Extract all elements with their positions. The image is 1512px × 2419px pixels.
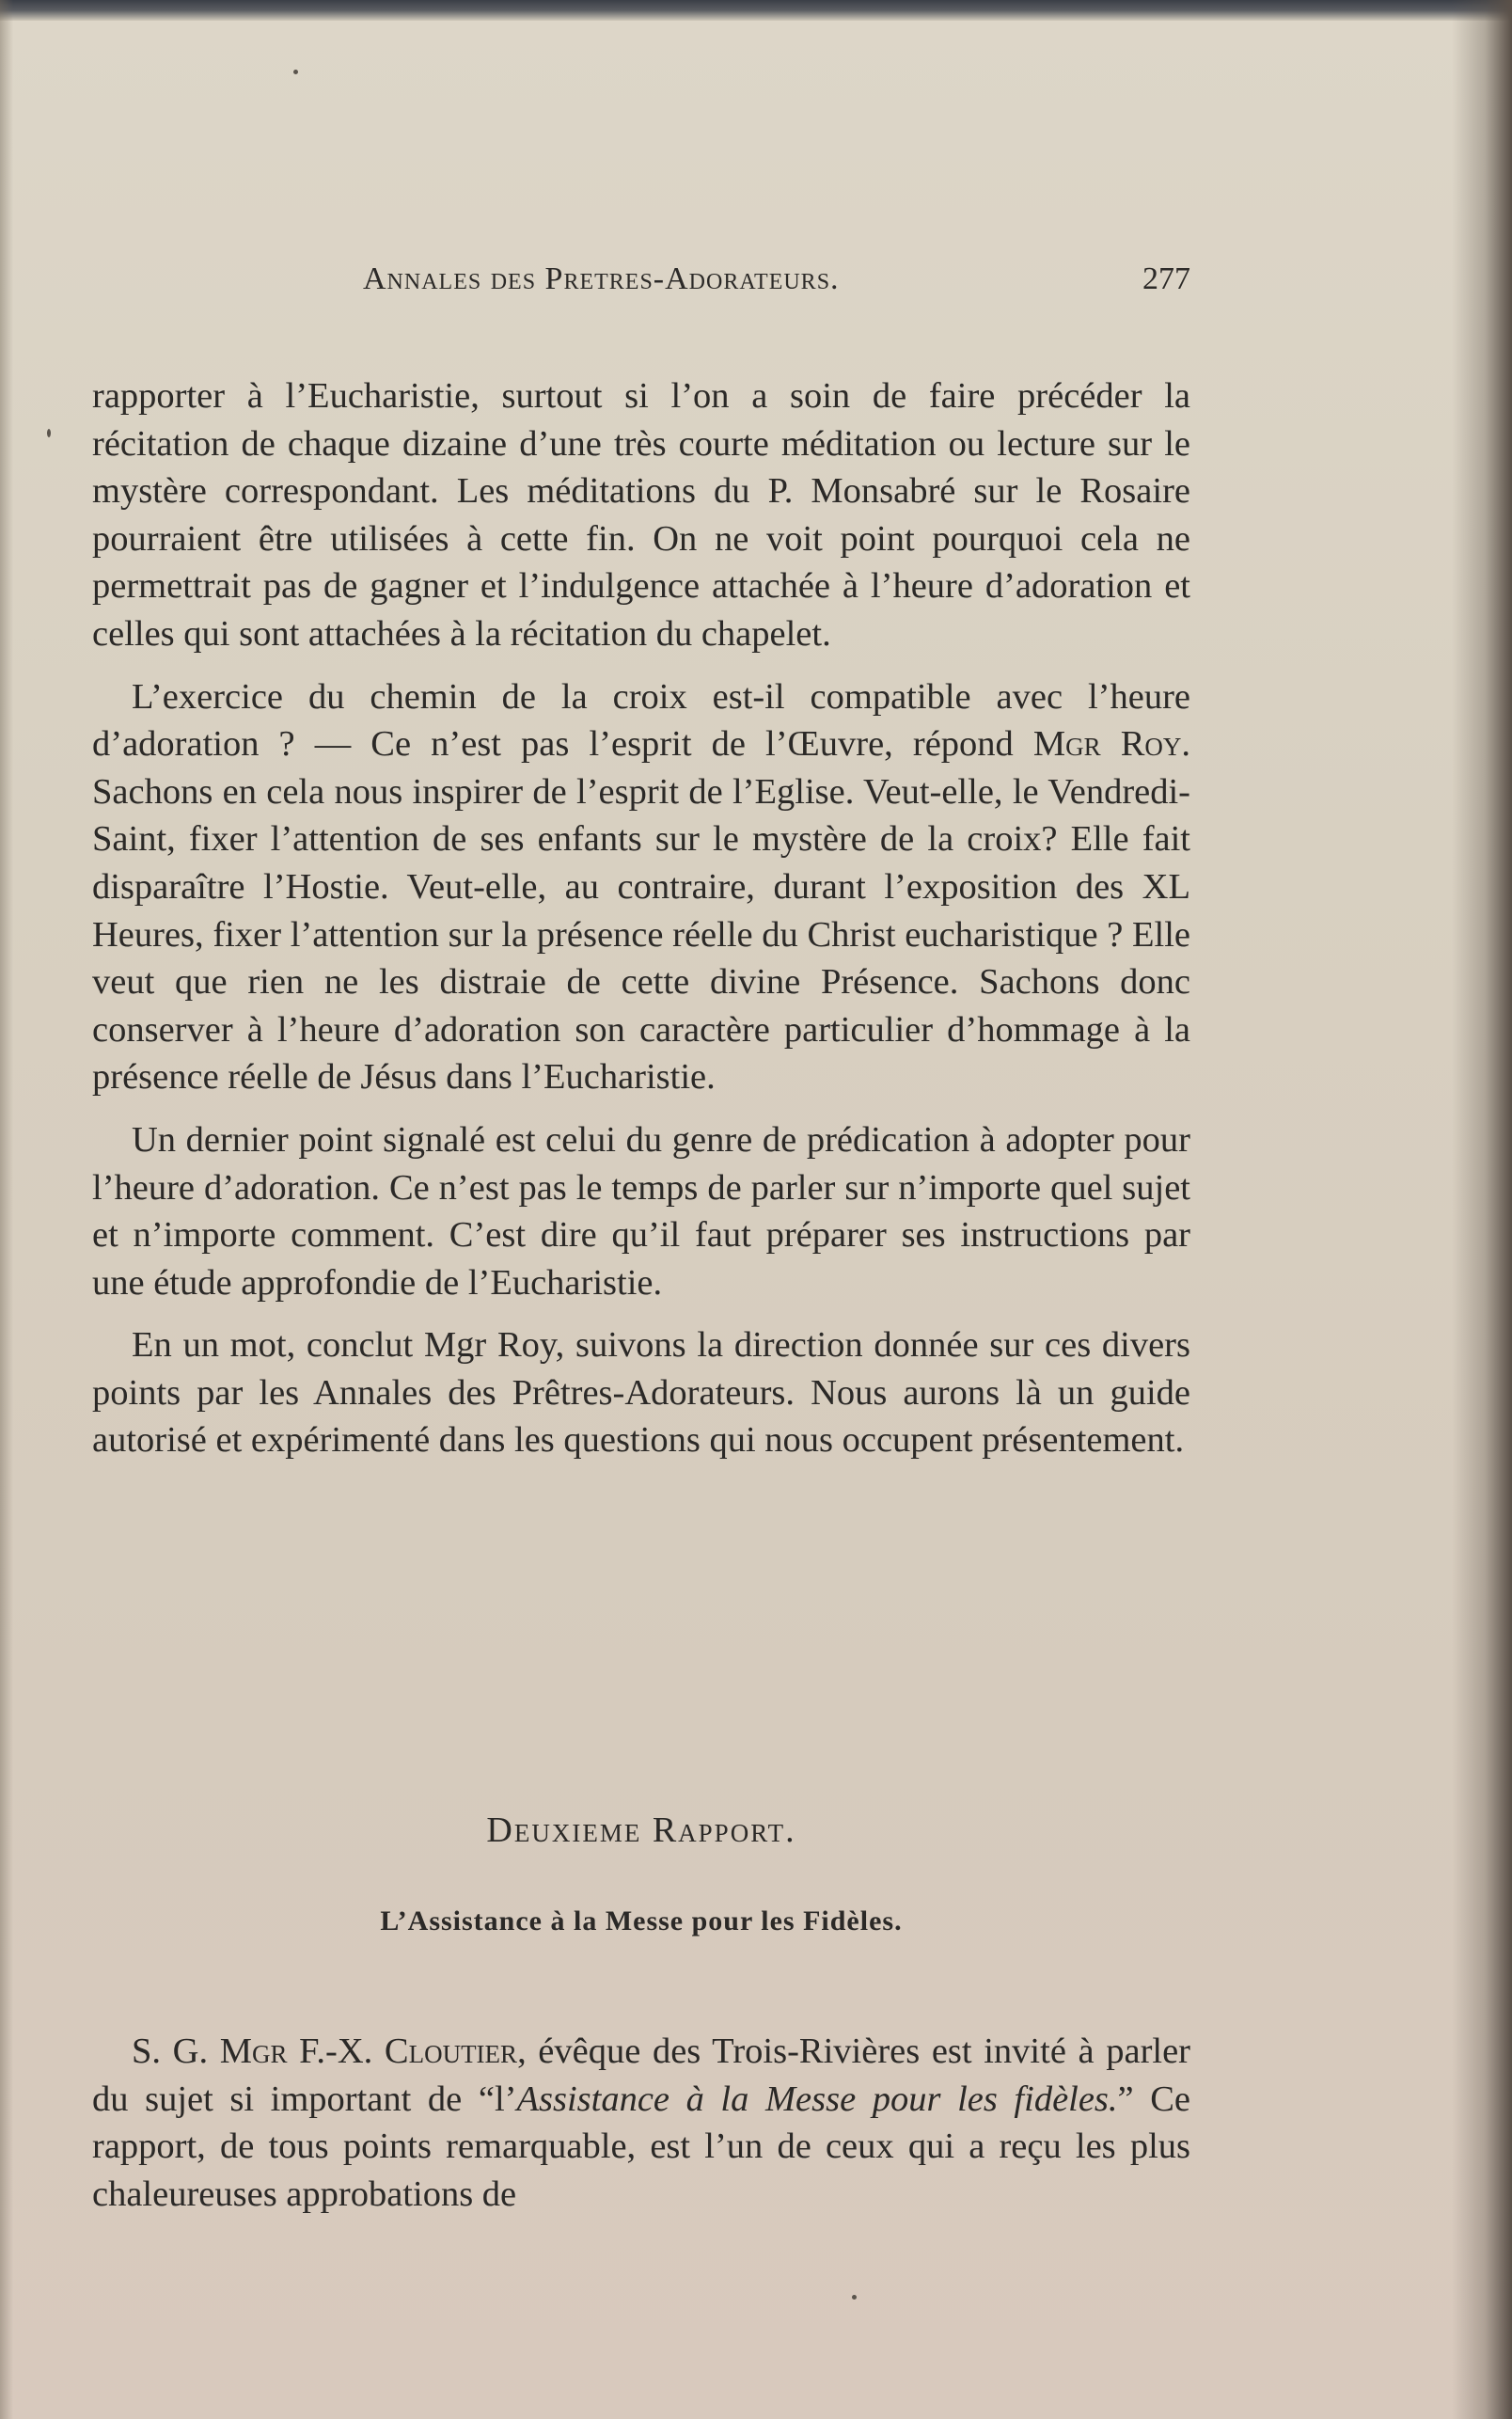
paragraph <box>92 2028 1190 2218</box>
section-subtitle: L’Assistance à la Messe pour les Fidèles. <box>380 1905 903 1937</box>
paragraph: rapporter à l’Eucharistie, surtout si l’on a soin de faire précéder la récitation de chaque dizaine d’une très courte méditation ou lecture sur le mystère correspondant. Les méditations du P. Monsabré sur le Rosaire pourraient être utilisées à cette fin. On ne voit point pourquoi cela ne permettrait pas de gagner et l’indulgence attachée à l’heure d’adoration et celles qui sont attachées à la récitation du chapelet. <box>92 376 1190 654</box>
paragraph-text: S. G. <box>132 2032 220 2071</box>
dust-speck <box>852 2295 857 2300</box>
scan-right-edge <box>1452 0 1512 2419</box>
section-title: Deuxieme Rapport. <box>486 1810 796 1850</box>
person-name: Mgr F.-X. Cloutier <box>219 2032 518 2071</box>
dust-speck <box>293 70 298 74</box>
body-text <box>92 372 1190 1479</box>
paragraph-text: . Sachons en cela nous inspirer de l’esprit de l’Eglise. Veut-elle, le Vendredi-Saint, fixer l’attention de ses enfants sur le mystère de la croix? Elle fait disparaître l’Hostie. Veut-elle, au contraire, durant l’exposition des XL Heures, fixer l’attention sur la présence réelle du Christ eucharistique ? Elle veut que rien ne les distraie de cette divine Présence. Sachons donc conserver à l’heure d’adoration son caractère particulier d’hommage à la présence réelle de Jésus dans l’Eucharistie. <box>92 724 1190 1098</box>
paragraph-text: , évêque des Trois-Rivières est invité à parler du sujet si important de “l’ <box>92 2032 1190 2119</box>
final-paragraph <box>92 2028 1190 2218</box>
person-name: Mgr Roy <box>1032 724 1182 765</box>
running-head <box>92 261 1190 303</box>
italic-title: Assistance à la Messe pour les fidèles. <box>516 2079 1118 2119</box>
paragraph: Un dernier point signalé est celui du genre de prédication à adopter pour l’heure d’adoration. Ce n’est pas le temps de parler sur n’importe quel sujet et n’importe comment. C’est dire qu’il faut préparer ses instructions par une étude approfondie de l’Eucharistie. <box>92 1119 1190 1303</box>
paragraph-text: L’exercice du chemin de la croix est-il compatible avec l’heure d’adoration ? — Ce n’est pas l’esprit de l’Œuvre, répond <box>92 676 1190 765</box>
running-title: Annales des Pretres-Adorateurs. <box>363 261 840 296</box>
page-number: 277 <box>1142 261 1190 296</box>
paragraph <box>92 673 1190 1101</box>
paragraph-text: ” Ce rapport, de tous points remarquable, est l’un de ceux qui a reçu les plus chaleureuses approbations de <box>92 2079 1190 2214</box>
scan-left-edge <box>0 0 13 2419</box>
dust-speck <box>47 429 51 437</box>
paragraph: En un mot, conclut Mgr Roy, suivons la direction donnée sur ces divers points par les Annales des Prêtres-Adorateurs. Nous aurons là un guide autorisé et expérimenté dans les questions qui nous occupent présentement. <box>92 1325 1190 1461</box>
scan-top-edge <box>0 0 1512 21</box>
